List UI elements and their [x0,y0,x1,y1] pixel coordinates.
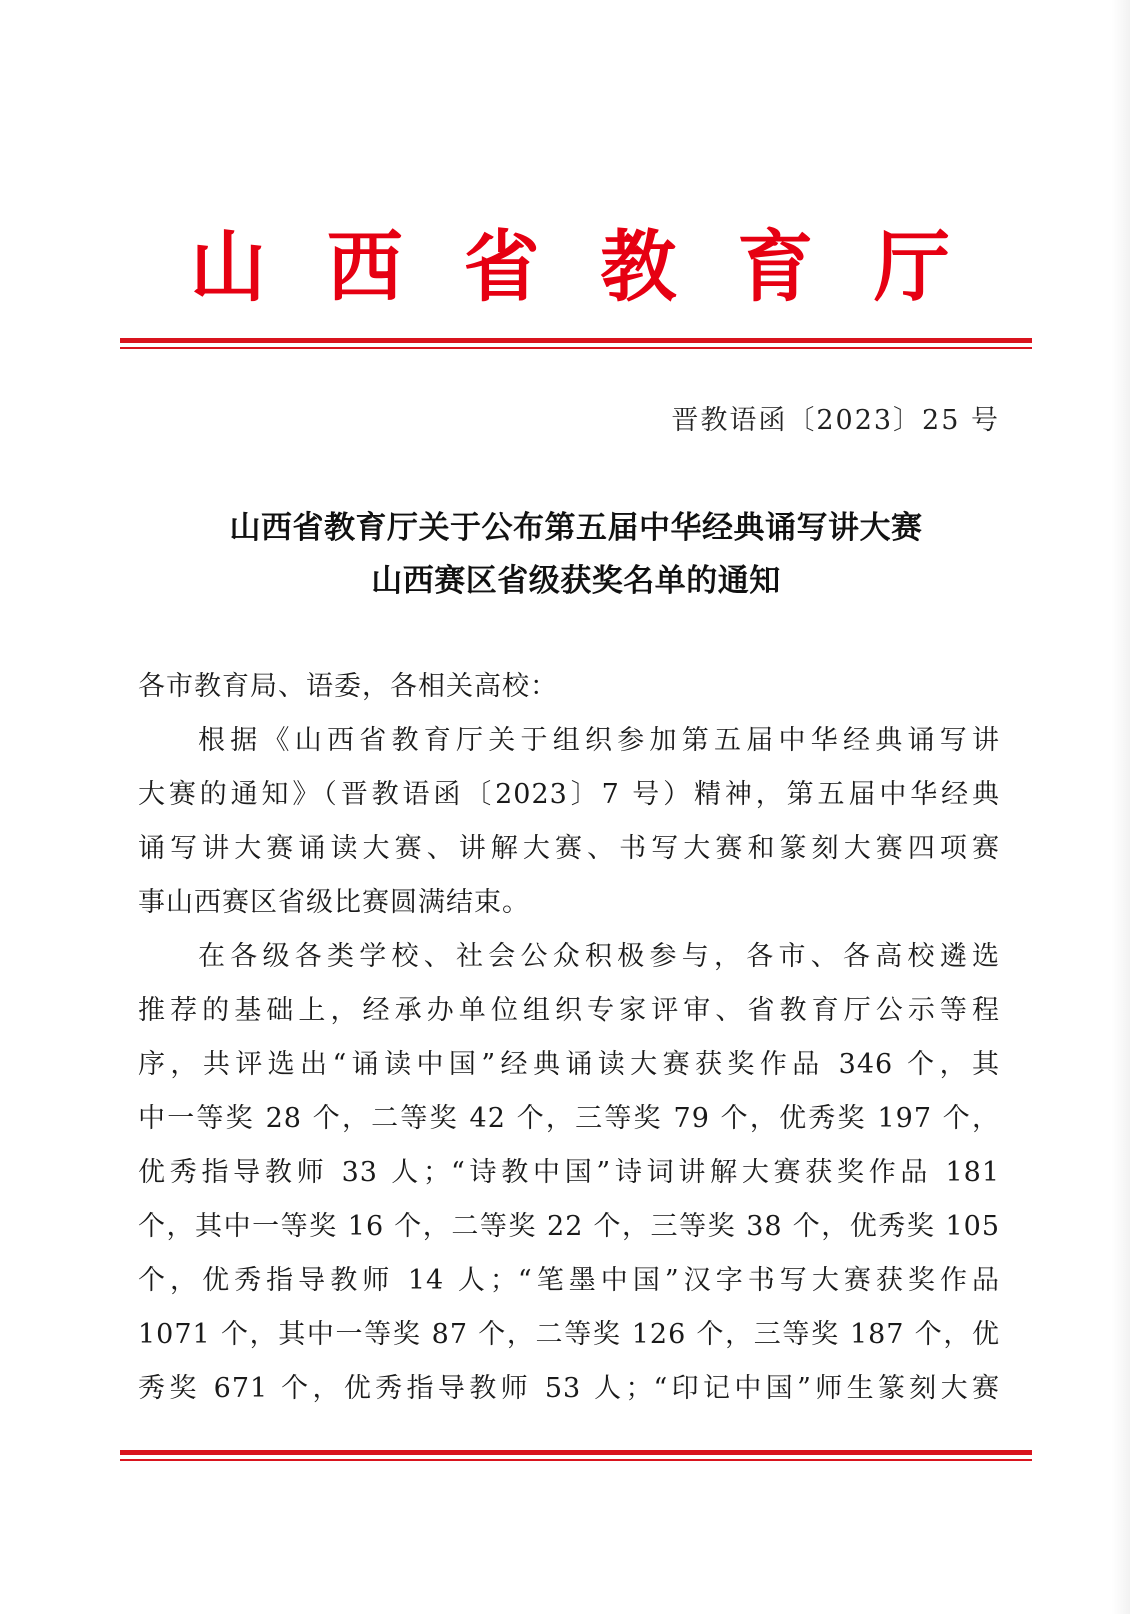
document-title [120,502,1032,608]
page-edge [1112,0,1130,1614]
body-line: 序，共评选出“诵读中国”经典诵读大赛获奖作品 346 个，其 [138,1049,1000,1080]
title-line-1: 山西省教育厅关于公布第五届中华经典诵写讲大赛 [229,510,923,546]
footer-divider [120,1450,1032,1461]
body-line: 优秀指导教师 33 人；“诗教中国”诗词讲解大赛获奖作品 181 [138,1157,1000,1188]
letterhead-char: 厅 [873,221,950,312]
document-number: 晋教语函〔2023〕25 号 [671,405,1000,436]
divider-thin-line [120,1459,1032,1461]
letterhead-char: 西 [326,221,403,312]
letterhead-char: 教 [600,221,677,312]
body-line: 事山西赛区省级比赛圆满结束。 [138,887,530,918]
body-line: 中一等奖 28 个，二等奖 42 个，三等奖 79 个，优秀奖 197 个， [138,1103,1000,1134]
body-line: 在各级各类学校、社会公众积极参与，各市、各高校遴选 [198,941,1000,972]
letterhead-char: 省 [463,221,540,312]
divider-thick-line [120,1450,1032,1455]
salutation: 各市教育局、语委，各相关高校： [138,671,558,702]
body-line: 1071 个，其中一等奖 87 个，二等奖 126 个，三等奖 187 个，优 [138,1319,1000,1350]
body-line: 个，其中一等奖 16 个，二等奖 22 个，三等奖 38 个，优秀奖 105 [138,1211,1000,1242]
body-line: 个，优秀指导教师 14 人；“笔墨中国”汉字书写大赛获奖作品 [138,1265,1000,1296]
divider-thin-line [120,347,1032,349]
letterhead-char: 山 [190,221,266,312]
document-body [138,660,1000,1416]
body-line: 秀奖 671 个，优秀指导教师 53 人；“印记中国”师生篆刻大赛 [138,1373,1000,1404]
title-line-2: 山西赛区省级获奖名单的通知 [371,563,781,599]
letterhead [190,222,950,312]
body-line: 根据《山西省教育厅关于组织参加第五届中华经典诵写讲 [198,725,1000,756]
body-line: 诵写讲大赛诵读大赛、讲解大赛、书写大赛和篆刻大赛四项赛 [138,833,1000,864]
divider-thick-line [120,338,1032,343]
body-line: 推荐的基础上，经承办单位组织专家评审、省教育厅公示等程 [138,995,1000,1026]
letterhead-divider [120,338,1032,349]
body-line: 大赛的通知》（晋教语函〔2023〕7 号）精神，第五届中华经典 [138,779,1000,810]
letterhead-char: 育 [737,221,814,312]
